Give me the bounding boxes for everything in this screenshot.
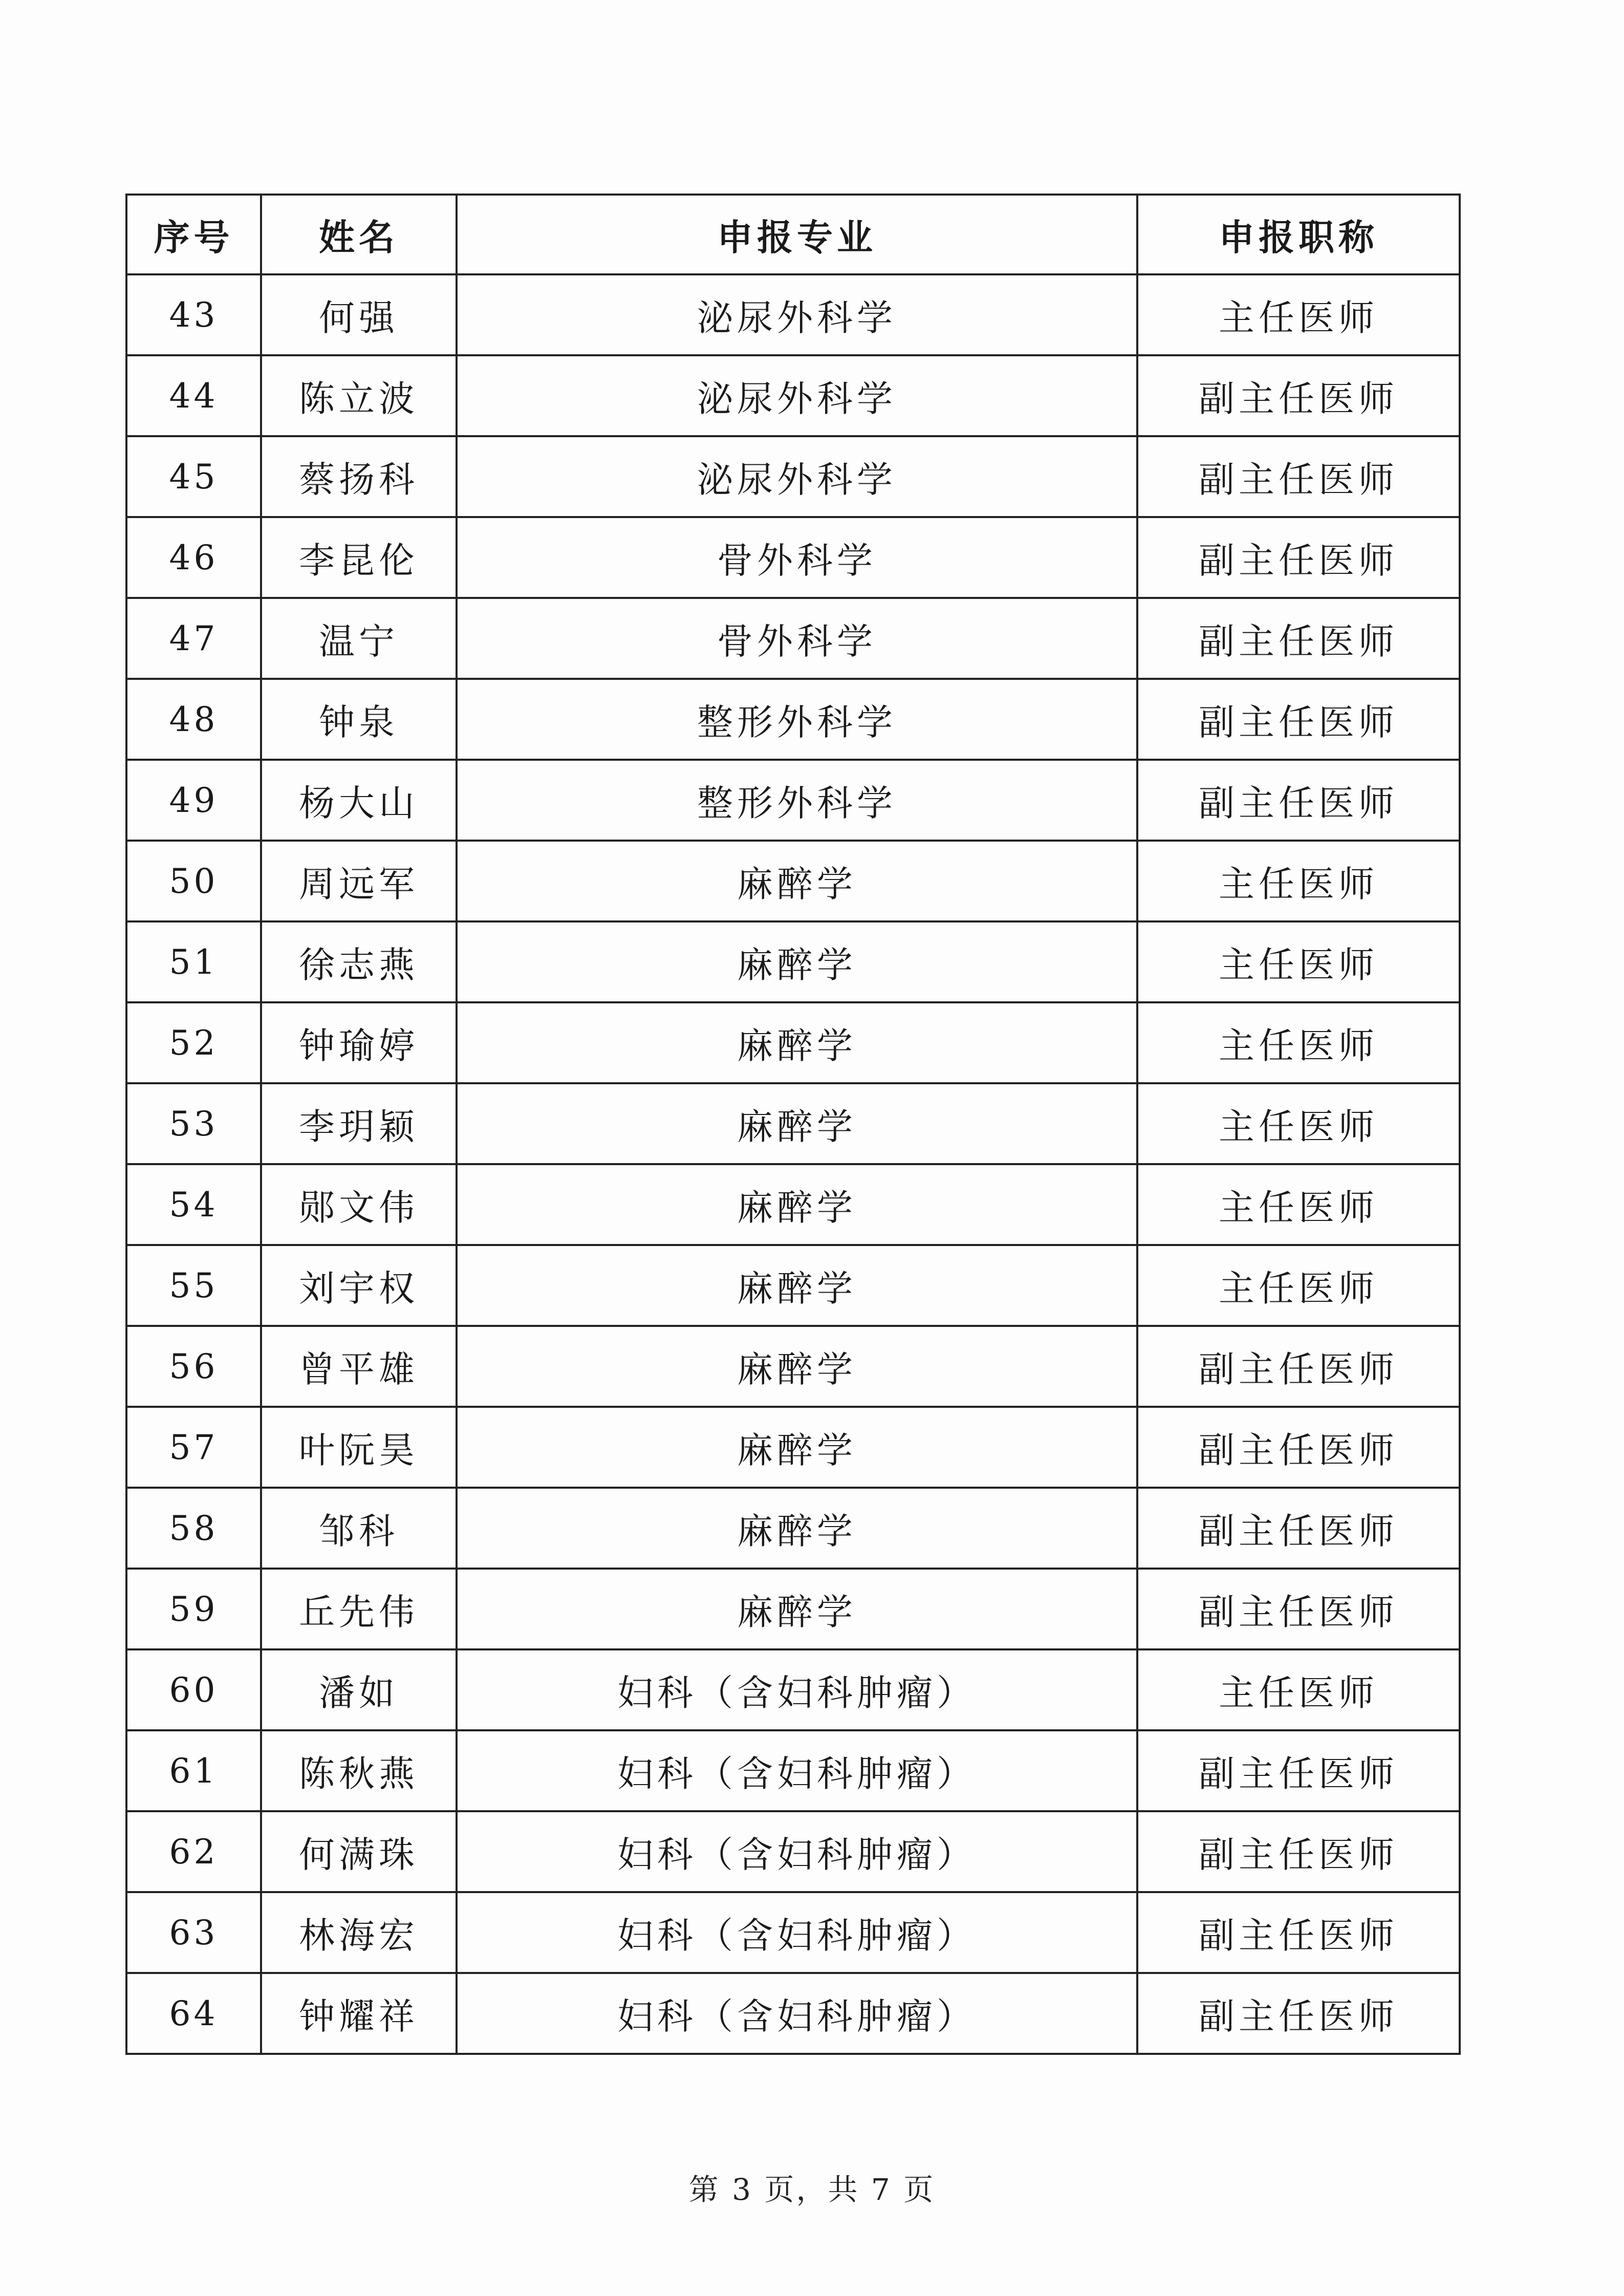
table-row [126,1407,1460,1488]
cell-specialty: 妇科（含妇科肿瘤） [457,1811,1137,1892]
cell-specialty: 麻醉学 [457,1569,1137,1649]
table-row [126,517,1460,598]
table-row [126,1083,1460,1164]
table-header-row [126,195,1460,274]
cell-title: 副主任医师 [1137,1730,1460,1811]
cell-serial-number: 57 [126,1407,261,1488]
cell-name: 邹科 [261,1488,457,1569]
cell-specialty: 麻醉学 [457,1083,1137,1164]
cell-name: 丘先伟 [261,1569,457,1649]
cell-title: 主任医师 [1137,1649,1460,1730]
cell-serial-number: 58 [126,1488,261,1569]
cell-specialty: 妇科（含妇科肿瘤） [457,1649,1137,1730]
table-row [126,1649,1460,1730]
cell-specialty: 妇科（含妇科肿瘤） [457,1892,1137,1973]
table-row [126,1811,1460,1892]
cell-name: 曾平雄 [261,1326,457,1407]
cell-serial-number: 48 [126,679,261,760]
cell-title: 副主任医师 [1137,1892,1460,1973]
cell-serial-number: 45 [126,436,261,517]
cell-title: 副主任医师 [1137,436,1460,517]
cell-name: 李玥颖 [261,1083,457,1164]
header-title: 申报职称 [1137,195,1460,274]
cell-specialty: 骨外科学 [457,517,1137,598]
cell-serial-number: 47 [126,598,261,679]
table-row [126,274,1460,355]
cell-title: 主任医师 [1137,1245,1460,1326]
cell-specialty: 麻醉学 [457,921,1137,1002]
cell-specialty: 泌尿外科学 [457,355,1137,436]
header-name: 姓名 [261,195,457,274]
cell-title: 主任医师 [1137,1164,1460,1245]
cell-name: 郧文伟 [261,1164,457,1245]
cell-specialty: 麻醉学 [457,1002,1137,1083]
cell-serial-number: 46 [126,517,261,598]
cell-title: 主任医师 [1137,841,1460,921]
cell-name: 蔡扬科 [261,436,457,517]
page-footer [0,2165,1624,2208]
cell-specialty: 麻醉学 [457,1407,1137,1488]
cell-title: 副主任医师 [1137,598,1460,679]
cell-name: 陈立波 [261,355,457,436]
table-row [126,1730,1460,1811]
table-row [126,1892,1460,1973]
cell-name: 杨大山 [261,760,457,841]
table-row [126,1569,1460,1649]
cell-serial-number: 54 [126,1164,261,1245]
cell-name: 陈秋燕 [261,1730,457,1811]
cell-serial-number: 51 [126,921,261,1002]
table-row [126,1164,1460,1245]
cell-serial-number: 63 [126,1892,261,1973]
cell-title: 副主任医师 [1137,1569,1460,1649]
cell-serial-number: 62 [126,1811,261,1892]
cell-serial-number: 61 [126,1730,261,1811]
cell-name: 潘如 [261,1649,457,1730]
cell-specialty: 骨外科学 [457,598,1137,679]
cell-serial-number: 52 [126,1002,261,1083]
cell-specialty: 泌尿外科学 [457,274,1137,355]
cell-title: 主任医师 [1137,1083,1460,1164]
table-row [126,921,1460,1002]
cell-specialty: 整形外科学 [457,760,1137,841]
cell-specialty: 泌尿外科学 [457,436,1137,517]
cell-title: 副主任医师 [1137,679,1460,760]
page-number-text: 第 3 页，共 7 页 [688,2172,936,2207]
cell-name: 何强 [261,274,457,355]
cell-specialty: 麻醉学 [457,1326,1137,1407]
cell-title: 副主任医师 [1137,760,1460,841]
cell-specialty: 麻醉学 [457,1245,1137,1326]
cell-title: 主任医师 [1137,274,1460,355]
table-row [126,760,1460,841]
applicant-table [125,194,1461,2055]
table-row [126,1002,1460,1083]
cell-serial-number: 55 [126,1245,261,1326]
cell-serial-number: 56 [126,1326,261,1407]
cell-name: 叶阮昊 [261,1407,457,1488]
table-body [126,274,1460,2054]
cell-title: 副主任医师 [1137,1407,1460,1488]
cell-specialty: 妇科（含妇科肿瘤） [457,1730,1137,1811]
table-row [126,679,1460,760]
header-specialty: 申报专业 [457,195,1137,274]
table-row [126,436,1460,517]
cell-specialty: 整形外科学 [457,679,1137,760]
cell-name: 徐志燕 [261,921,457,1002]
cell-title: 副主任医师 [1137,355,1460,436]
cell-name: 李昆伦 [261,517,457,598]
table-row [126,1245,1460,1326]
table-row [126,1973,1460,2054]
cell-serial-number: 49 [126,760,261,841]
cell-name: 周远军 [261,841,457,921]
cell-name: 何满珠 [261,1811,457,1892]
cell-name: 林海宏 [261,1892,457,1973]
cell-serial-number: 64 [126,1973,261,2054]
cell-title: 副主任医师 [1137,1326,1460,1407]
cell-name: 钟耀祥 [261,1973,457,2054]
cell-title: 主任医师 [1137,921,1460,1002]
cell-name: 钟瑜婷 [261,1002,457,1083]
cell-title: 主任医师 [1137,1002,1460,1083]
cell-title: 副主任医师 [1137,1973,1460,2054]
header-serial-number: 序号 [126,195,261,274]
cell-specialty: 麻醉学 [457,1488,1137,1569]
table-row [126,1326,1460,1407]
cell-specialty: 麻醉学 [457,1164,1137,1245]
cell-title: 副主任医师 [1137,1811,1460,1892]
table-row [126,355,1460,436]
cell-specialty: 麻醉学 [457,841,1137,921]
cell-serial-number: 50 [126,841,261,921]
table-row [126,1488,1460,1569]
cell-serial-number: 53 [126,1083,261,1164]
cell-serial-number: 60 [126,1649,261,1730]
table-row [126,598,1460,679]
cell-specialty: 妇科（含妇科肿瘤） [457,1973,1137,2054]
cell-name: 钟泉 [261,679,457,760]
table-row [126,841,1460,921]
cell-title: 副主任医师 [1137,1488,1460,1569]
cell-serial-number: 59 [126,1569,261,1649]
cell-name: 温宁 [261,598,457,679]
cell-serial-number: 44 [126,355,261,436]
cell-serial-number: 43 [126,274,261,355]
cell-name: 刘宇权 [261,1245,457,1326]
cell-title: 副主任医师 [1137,517,1460,598]
